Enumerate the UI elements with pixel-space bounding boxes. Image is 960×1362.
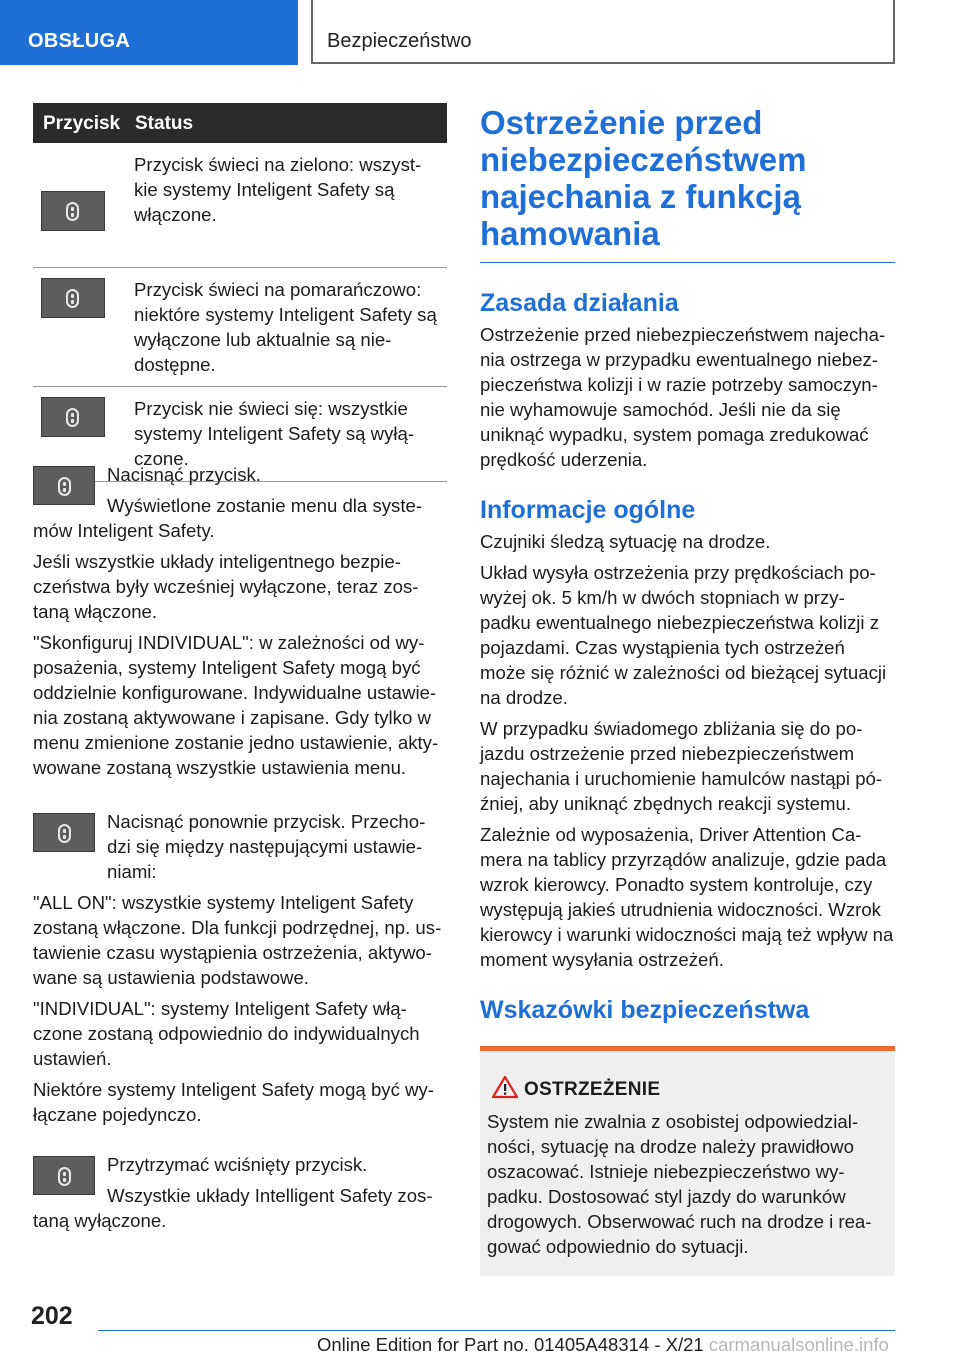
button-image [33, 813, 95, 858]
driving-assistant-button-icon [33, 1156, 95, 1195]
row-button-image [41, 191, 105, 236]
section-label: OBSŁUGA [28, 30, 131, 52]
column-header-button: Przycisk [43, 113, 121, 134]
watermark-text: carmanualsonline.info [708, 1334, 889, 1355]
column-header-status: Status [135, 113, 194, 134]
button-image [33, 466, 95, 511]
page-number: 202 [31, 1302, 73, 1330]
row-button-image [41, 278, 105, 323]
paragraph-all-enabled: Jeśli wszystkie układy inteligentnego bezpie-czeństwa były wcześniej wyłączone, teraz zos-taną włączone. [33, 551, 419, 622]
footer-divider [98, 1330, 895, 1331]
paragraph-all-off: Wszystkie układy Intelligent Safety zos-taną wyłączone. [33, 1185, 433, 1231]
row-status-text: Przycisk świeci na zielono: wszyst-kie systemy Inteligent Safety są włączone. [134, 154, 422, 225]
instruction-hold: Przytrzymać wciśnięty przycisk. [107, 1154, 368, 1175]
section-tab [0, 0, 298, 65]
row-status-text: Przycisk świeci na pomarańczowo: niektóre systemy Inteligent Safety są wyłączone lub aktualnie są nie-dostępne. [134, 279, 437, 375]
paragraph-warning-speed: Układ wysyła ostrzeżenia przy prędkościach po-wyżej ok. 5 km/h w dwóch stopniach w przy-padku ewentualnego niebezpieczeństwa kolizji z pojazdami. Czas wystąpienia tych ostrzeżeń może się różnić w zależności od bieżącej sytuacji na drodze. [480, 562, 887, 708]
warning-title: OSTRZEŻENIE [524, 1079, 661, 1100]
heading-general: Informacje ogólne [480, 496, 696, 524]
row-status-text: Przycisk nie świeci się: wszystkie systemy Inteligent Safety są wyłą-czone. [134, 398, 415, 469]
edition-text: Online Edition for Part no. 01405A48314 - X/21 [317, 1334, 704, 1355]
table-header [33, 103, 447, 143]
title-divider [480, 262, 895, 263]
paragraph-configure-individual: "Skonfiguruj INDIVIDUAL": w zależności od wy-posażenia, systemy Inteligent Safety mogą być oddzielnie konfigurowane. Indywidualne ustawie-nia zostaną aktywowane i zapisane. Gdy tylko w menu zmienione zostanie jedno ustawienie, akty-wowane zostaną wszystkie ustawienia menu. [33, 632, 439, 778]
button-image [33, 1156, 95, 1201]
paragraph-sensors: Czujniki śledzą sytuację na drodze. [480, 531, 771, 552]
heading-safety: Wskazówki bezpieczeństwa [480, 996, 810, 1024]
instruction-press-again: Nacisnąć ponownie przycisk. Przecho-dzi się między następującymi ustawie-niami: [107, 811, 426, 882]
paragraph-principle: Ostrzeżenie przed niebezpieczeństwem najecha-nia ostrzega w przypadku ewentualnego niebez-pieczeństwa kolizji i w razie potrzeby samoczyn-nie wyhamowuje samochód. Jeśli nie da się uniknąć wypadku, system pomaga zredukować prędkość uderzenia. [480, 324, 886, 470]
warning-triangle-icon [492, 1075, 518, 1099]
chapter-tab [311, 0, 895, 64]
instruction-menu-shown: Wyświetlone zostanie menu dla syste-mów Inteligent Safety. [33, 495, 423, 541]
instruction-block-1 [33, 462, 447, 786]
footer-edition [317, 1334, 889, 1356]
driving-assistant-button-icon [41, 397, 105, 437]
paragraph-some-individually: Niektóre systemy Inteligent Safety mogą być wy-łączane pojedynczo. [33, 1079, 434, 1125]
paragraph-conscious-approach: W przypadku świadomego zbliżania się do po-jazdu ostrzeżenie przed niebezpieczeństwem najechania i uruchomienie hamulców nastąpi pó-źniej, aby uniknąć zbędnych reakcji systemu. [480, 718, 883, 814]
paragraph-all-on: "ALL ON": wszystkie systemy Inteligent Safety zostaną włączone. Dla funkcji podrzędnej, np. us-tawienie czasu wystąpienia ostrzeżenia, aktywo-wane są ustawienia podstawowe. [33, 892, 442, 988]
heading-principle: Zasada działania [480, 289, 679, 317]
section-title: Ostrzeżenie przed niebezpieczeństwem najechania z funkcją hamowania [480, 104, 807, 252]
driving-assistant-button-icon [41, 191, 105, 231]
section-collision-warning [480, 104, 895, 1025]
instruction-block-2 [33, 809, 447, 1133]
row-button-image [41, 397, 105, 442]
table-row [33, 143, 447, 268]
driving-assistant-button-icon [33, 813, 95, 852]
paragraph-driver-attention: Zależnie od wyposażenia, Driver Attention Ca-mera na tablicy przyrządów analizuje, gdzie pada wzrok kierowcy. Ponadto system kontroluje, czy występują jakieś utrudnienia widoczności. Wzrok kierowcy i warunki widoczności mają też wpływ na moment wysyłania ostrzeżeń. [480, 824, 894, 970]
button-status-table [33, 103, 447, 482]
driving-assistant-button-icon [33, 466, 95, 505]
instruction-press: Nacisnąć przycisk. [107, 464, 261, 485]
chapter-label: Bezpieczeństwo [327, 30, 472, 52]
paragraph-individual: "INDIVIDUAL": systemy Inteligent Safety włą-czone zostaną odpowiednio do indywidualnych ustawień. [33, 998, 420, 1069]
warning-body: System nie zwalnia z osobistej odpowiedzial-ności, sytuację na drodze należy prawidłowo oszacować. Istnieje niebezpieczeństwo wy-padku. Dostosować styl jazdy do warunków drogowych. Obserwować ruch na drodze i rea-gować odpowiednio do sytuacji. [487, 1111, 872, 1257]
instruction-block-3 [33, 1152, 447, 1239]
driving-assistant-button-icon [41, 278, 105, 318]
table-row [33, 268, 447, 387]
warning-box [480, 1046, 895, 1276]
